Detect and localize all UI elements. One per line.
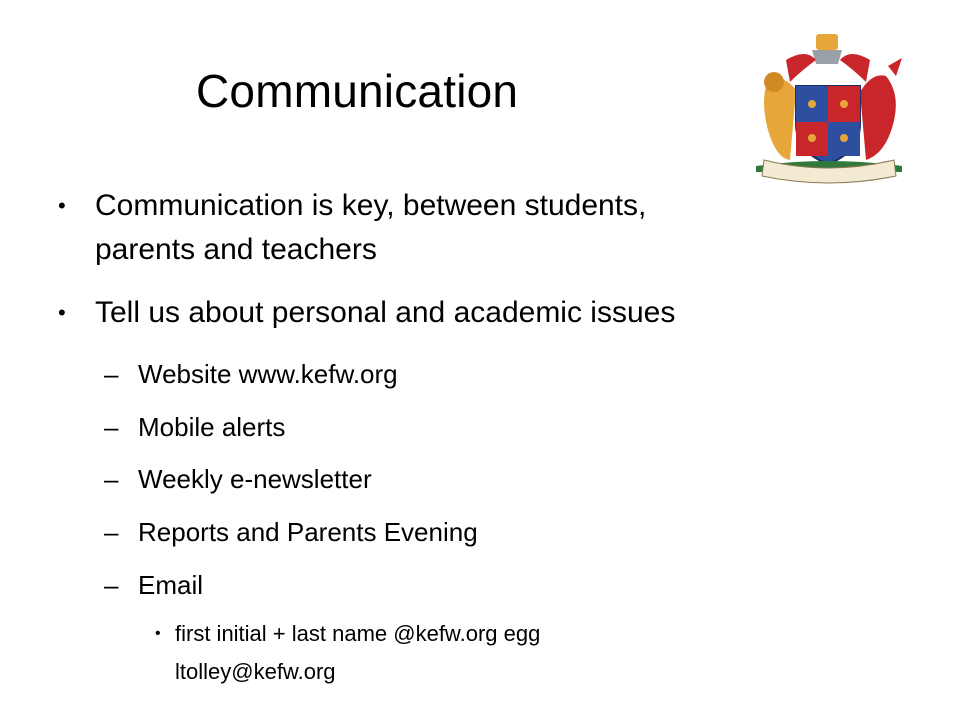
sub-bullet-text: Email bbox=[138, 570, 204, 600]
bullet-text: Communication is key, between students, bbox=[95, 189, 647, 222]
bullet-icon: • bbox=[155, 625, 161, 642]
sub-bullet-text: Website www.kefw.org bbox=[138, 359, 398, 389]
email-note-text: first initial + last name @kefw.org egg bbox=[175, 621, 541, 646]
sub-bullet-text: Weekly e-newsletter bbox=[138, 464, 372, 494]
bullet-icon: • bbox=[58, 193, 66, 218]
slide-title: Communication bbox=[196, 65, 519, 117]
email-example: ltolley@kefw.org bbox=[175, 659, 336, 684]
dash-icon: – bbox=[104, 412, 119, 442]
bullet-text: parents and teachers bbox=[95, 233, 377, 266]
dash-icon: – bbox=[104, 570, 119, 600]
dash-icon: – bbox=[104, 359, 119, 389]
bullet-text: Tell us about personal and academic issues bbox=[95, 296, 676, 329]
dash-icon: – bbox=[104, 517, 119, 547]
sub-bullet-text: Reports and Parents Evening bbox=[138, 517, 478, 547]
bullet-icon: • bbox=[58, 300, 66, 325]
sub-bullet-text: Mobile alerts bbox=[138, 412, 286, 442]
dash-icon: – bbox=[104, 464, 119, 494]
crest-icon bbox=[746, 20, 911, 185]
